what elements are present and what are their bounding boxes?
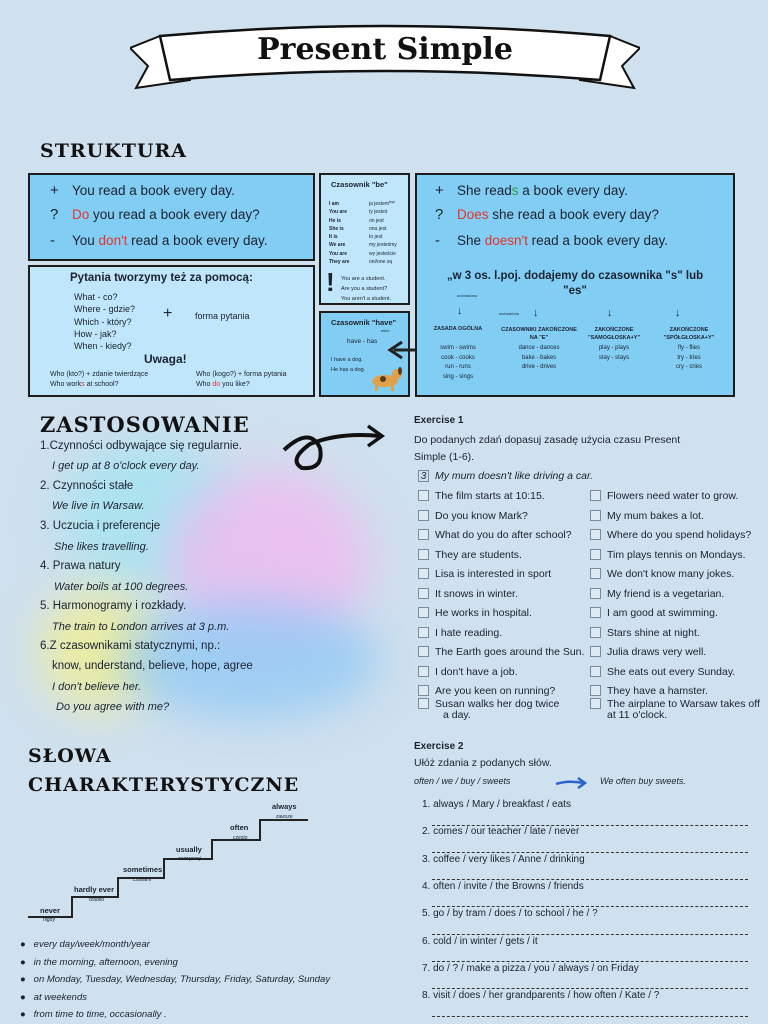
answer-row[interactable]: Flowers need water to grow. [590,490,738,502]
answer-line[interactable] [432,961,748,962]
page-title: Present Simple [257,32,513,67]
usage-example: She likes travelling. [54,541,149,553]
answer-row[interactable]: Stars shine at night. [590,627,700,639]
exercise2-instructions: Ułóż zdania z podanych słów. [414,757,552,769]
bullet-item: ● from time to time, occasionally . [20,1009,167,1020]
she-sentences-box [415,173,735,397]
usage-example: I don't believe her. [52,681,142,693]
title-ribbon [130,18,640,98]
answer-box[interactable] [590,607,601,618]
she-question: ? Does she read a book every day? [435,206,659,223]
exercise2-item: 7. do / ? / make a pizza / you / always / on Friday [422,963,639,974]
be-sub: być [389,199,396,204]
answer-box[interactable] [418,510,429,521]
answer-row[interactable]: Tim plays tennis on Mondays. [590,549,746,561]
questions-title: Pytania tworzymy też za pomocą: [70,272,253,284]
answer-row[interactable]: We don't know many jokes. [590,568,734,580]
answer-box[interactable] [590,646,601,657]
answer-row[interactable]: Susan walks her dog twice a day. [418,698,559,721]
rule-column-consonant-y: ZAKOŃCZONE "SPÓŁGŁOSKA+Y" fly - flies try - tries cry - cries [663,327,715,370]
freq-usually: usually [176,845,202,854]
arrow-down-icon: ↓ [457,305,463,317]
freq-often-pl: często [233,835,248,841]
usage-example: Water boils at 100 degrees. [54,581,189,593]
bullet-item: ● in the morning, afternoon, evening [20,956,178,968]
usage-item: 2. Czynności stałe [40,480,134,492]
freq-sometimes: sometimes [123,865,163,874]
dog-icon [365,363,405,393]
warning-label: Uwaga! [144,352,187,366]
answer-row[interactable]: She eats out every Sunday. [590,666,735,678]
answer-line[interactable] [432,934,748,935]
bullet-item: ● on Monday, Tuesday, Wednesday, Thursday, Friday, Saturday, Sunday [20,974,331,985]
freq-usually-pl: zazwyczaj [178,856,201,862]
you-affirmative: + You read a book every day. [50,182,235,199]
she-negative: - She doesn't read a book every day. [435,232,668,249]
freq-always-pl: zawsze [276,814,293,820]
answer-row[interactable]: He works in hospital. [418,607,532,619]
usage-item: 6.Z czasownikami statycznymi, np.: [40,640,221,652]
have-form: have - has [347,338,378,345]
rule-column-general: ZASADA OGÓLNA swim - swims cook - cooks run - runs sing - sings [433,326,483,380]
answer-box[interactable] [418,529,429,540]
answer-box[interactable] [418,698,429,709]
rule-column-e: CZASOWNIKI ZAKOŃCZONE NA "E" dance - dances bake - bakes drive - drives [501,327,577,370]
exercise1-example: 3 My mum doesn't like driving a car. [418,470,593,482]
you-question: ? Do you read a book every day? [50,206,260,223]
exercise1-instructions: Do podanych zdań dopasuj zasadę użycia czasu Present Simple (1-6). [414,434,681,463]
rule-column-vowel-y: ZAKOŃCZONE "SAMOGŁOSKA+Y" play - plays stay - stays [587,327,641,361]
answer-box[interactable] [590,510,601,521]
usage-item: 3. Uczucia i preferencje [40,520,161,532]
answer-row[interactable]: It snows in winter. [418,588,518,600]
answer-box[interactable] [590,568,601,579]
arrow-down-icon: ↓ [607,307,613,319]
exercise2-title: Exercise 2 [414,741,464,752]
answer-box[interactable] [418,666,429,677]
answer-box[interactable] [418,627,429,638]
exercise2-item: 1. always / Mary / breakfast / eats [422,799,571,810]
answer-box[interactable] [590,698,601,709]
answer-row[interactable]: My mum bakes a lot. [590,510,704,522]
time-expressions-list [20,936,330,1024]
answer-box[interactable] [590,627,601,638]
answer-box[interactable] [418,549,429,560]
on-ona-ono-2: on/ona/ono [499,311,520,316]
third-person-rule: „w 3 os. l.poj. dodajemy do czasownika "s" lub "es" [446,270,704,297]
be-box [319,173,410,305]
exercise2-example-words: often / we / buy / sweets [414,776,511,786]
be-examples: You are a student. Are you a student? You aren't a student. [341,276,392,302]
answer-box[interactable] [418,490,429,501]
answer-row[interactable]: Julia draws very well. [590,646,706,658]
exercise2-item: 8. visit / does / her grandparents / how often / Kate / ? [422,990,660,1001]
be-title: Czasownik "be" [331,180,388,189]
have-title: Czasownik "have" [331,318,397,327]
exercise2-item: 4. often / invite / the Browns / friends [422,881,584,892]
struktura-heading: STRUKTURA [40,140,187,162]
answer-box[interactable] [418,646,429,657]
answer-box[interactable] [590,490,601,501]
freq-never-pl: nigdy [43,917,55,923]
answer-box[interactable] [418,588,429,599]
answer-box[interactable] [418,685,429,696]
answer-row[interactable]: I don't have a job. [418,666,518,678]
answer-line[interactable] [432,852,748,853]
answer-row[interactable]: The Earth goes around the Sun. [418,646,584,658]
frequency-staircase-icon [26,805,316,920]
usage-example: We live in Warsaw. [52,500,145,512]
exercise2-item: 2. comes / our teacher / late / never [422,826,580,837]
answer-box[interactable] [418,568,429,579]
freq-always: always [272,802,297,811]
who-subject-rule: Who (kto?) + zdanie twierdzące Who works at school? [50,371,149,388]
answer-row[interactable]: What do you do after school? [418,529,572,541]
who-object-rule: Who (kogo?) + forma pytania Who do you like? [196,371,287,388]
you-negative: - You don't read a book every day. [50,232,268,249]
answer-row[interactable]: The film starts at 10:15. [418,490,545,502]
bullet-item: ● every day/week/month/year [20,939,150,950]
slowa-heading: SŁOWA CHARAKTERYSTYCZNE [28,745,300,796]
answer-box[interactable] [590,549,601,560]
answer-box[interactable] [590,529,601,540]
answer-row[interactable]: I hate reading. [418,627,502,639]
answer-row[interactable]: Do you know Mark? [418,510,528,522]
freq-hardly-ever-pl: rzadko [89,897,105,903]
usage-example: Do you agree with me? [56,701,170,713]
answer-row[interactable]: Lisa is interested in sport [418,568,551,580]
plus-sign: + [163,305,173,322]
you-sentences-box [28,173,315,261]
answer-row[interactable]: They have a hamster. [590,685,708,697]
usage-item: 5. Harmonogramy i rozkłady. [40,600,187,612]
exercise2-example-answer: We often buy sweets. [600,776,686,786]
question-words: What - co? Where - gdzie? Which - który? How - jak? When - kiedy? [74,292,136,352]
usage-item: 1.Czynności odbywające się regularnie. [40,440,242,452]
exclamation-icon: ! [326,267,335,297]
answer-box[interactable] [590,666,601,677]
zastosowanie-heading: ZASTOSOWANIE [40,412,250,437]
bullet-item: ● at weekends [20,991,87,1003]
have-examples: I have a dog. He has a dog. [331,357,366,373]
exercise1-title: Exercise 1 [414,415,464,426]
answer-box[interactable] [590,685,601,696]
answer-line[interactable] [432,879,748,880]
answer-line[interactable] [432,988,748,989]
have-sub: mieć [381,328,390,333]
be-conjugation: I am ja jestem You are ty jesteś He is on jest She is ona jest It is to jest We are my jesteśmy You are wy jesteście They are oni/one są [329,201,397,266]
question-form: forma pytania [195,311,250,321]
questions-box [28,265,315,397]
usage-example: The train to London arrives at 3 p.m. [52,621,230,633]
answer-row[interactable]: My friend is a vegetarian. [590,588,724,600]
exercise2-item: 6. cold / in winter / gets / it [422,936,538,947]
freq-sometimes-pl: czasami [133,877,152,883]
she-affirmative: + She reads a book every day. [435,182,628,199]
usage-verbs: know, understand, believe, hope, agree [52,660,253,672]
answer-row[interactable]: They are students. [418,549,522,561]
arrow-down-icon: ↓ [675,307,681,319]
answer-line[interactable] [432,1016,748,1017]
usage-item: 4. Prawa natury [40,560,121,572]
answer-box[interactable] [418,607,429,618]
freq-often: often [230,823,249,832]
exercise2-item: 3. coffee / very likes / Anne / drinking [422,854,585,865]
answer-row[interactable]: Are you keen on running? [418,685,555,697]
freq-hardly-ever: hardly ever [74,885,115,894]
arrow-down-icon: ↓ [533,307,539,319]
answer-row[interactable]: I am good at swimming. [590,607,718,619]
answer-row[interactable]: Where do you spend holidays? [590,529,751,541]
freq-never: never [40,906,61,915]
exercise2-item: 5. go / by tram / does / to school / he / ? [422,908,598,919]
usage-example: I get up at 8 o'clock every day. [52,460,200,472]
answer-row[interactable]: The airplane to Warsaw takes off at 11 o'clock. [590,698,760,721]
curly-arrow-icon [280,420,388,480]
on-ona-ono: on/ona/ono [457,293,478,298]
arrow-right-icon [554,776,588,790]
answer-line[interactable] [432,906,748,907]
answer-box[interactable] [590,588,601,599]
